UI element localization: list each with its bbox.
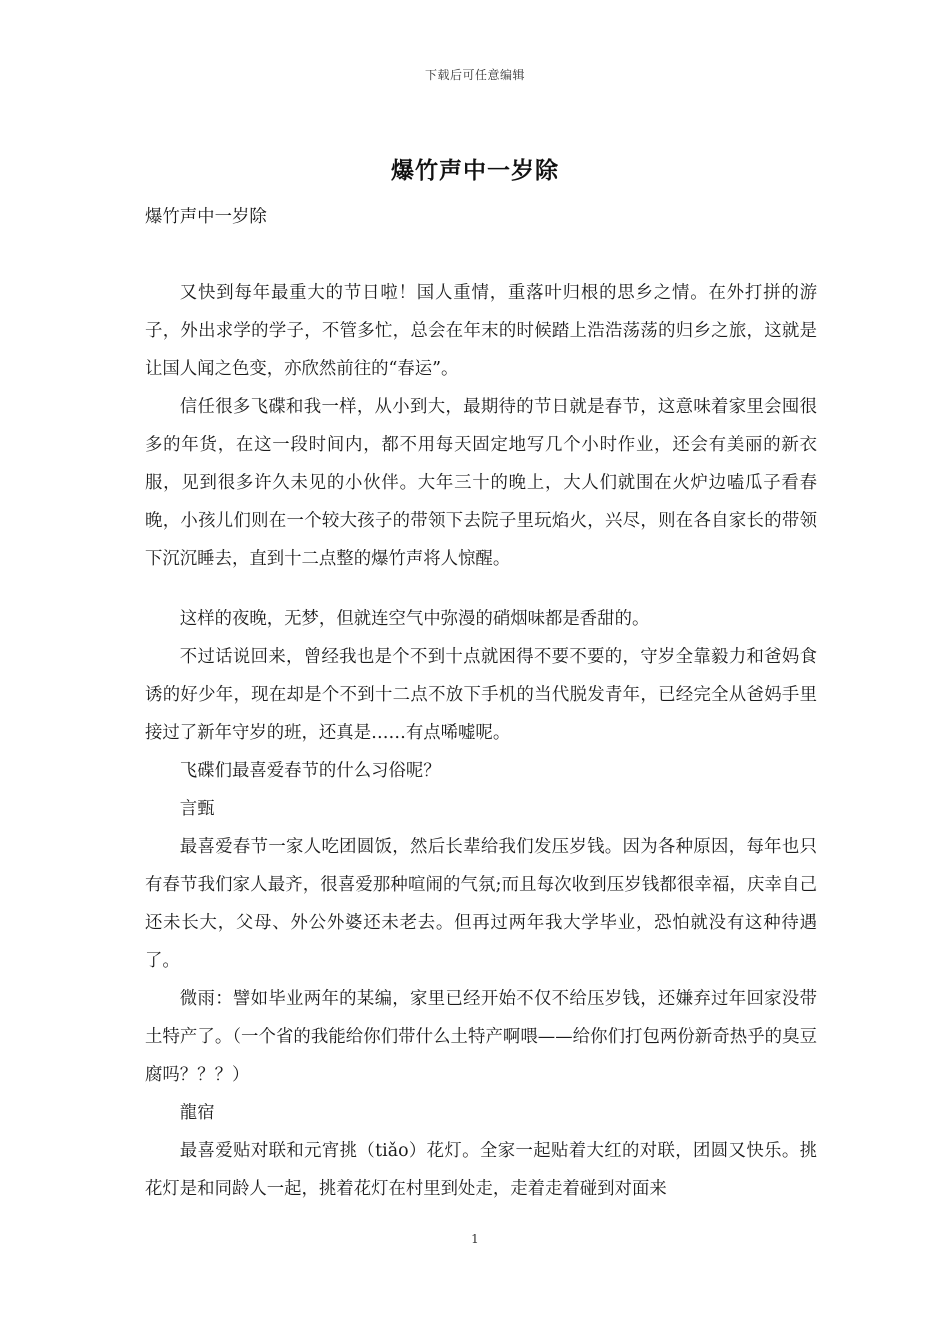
document-title: 爆竹声中一岁除 bbox=[391, 157, 559, 184]
page-number: 1 bbox=[471, 1232, 479, 1246]
document-subtitle: 爆竹声中一岁除 bbox=[145, 207, 267, 227]
paragraph: 又快到每年最重大的节日啦！国人重情，重落叶归根的思乡之情。在外打拼的游子，外出求学的学子，不管多忙，总会在年末的时候踏上浩浩荡荡的归乡之旅，这就是让国人闻之色变，亦欣然前往的“春运”。 bbox=[145, 283, 817, 379]
author-label: 言甄 bbox=[179, 799, 215, 819]
paragraph: 信任很多飞碟和我一样，从小到大，最期待的节日就是春节，这意味着家里会囤很多的年货，在这一段时间内，都不用每天固定地写几个小时作业，还会有美丽的新衣服，见到很多许久未见的小伙伴。大年三十的晚上，大人们就围在火炉边嗑瓜子看春晚，小孩儿们则在一个较大孩子的带领下去院子里玩焰火，兴尽，则在各自家长的带领下沉沉睡去，直到十二点整的爆竹声将人惊醒。 bbox=[145, 397, 817, 569]
paragraph: 最喜爱春节一家人吃团圆饭，然后长辈给我们发压岁钱。因为各种原因，每年也只有春节我们家人最齐，很喜爱那种喧闹的气氛;而且每次收到压岁钱都很幸福，庆幸自己还未长大，父母、外公外婆还未老去。但再过两年我大学毕业，恐怕就没有这种待遇了。 bbox=[145, 837, 817, 971]
page-header: 下载后可任意编辑 bbox=[424, 68, 525, 82]
paragraph: 微雨：譬如毕业两年的某编，家里已经开始不仅不给压岁钱，还嫌弃过年回家没带土特产了。（一个省的我能给你们带什么土特产啊喂——给你们打包两份新奇热乎的臭豆腐吗？？？） bbox=[145, 989, 817, 1085]
paragraph: 最喜爱贴对联和元宵挑（tiǎo）花灯。全家一起贴着大红的对联，团圆又快乐。挑花灯是和同龄人一起，挑着花灯在村里到处走，走着走着碰到对面来 bbox=[145, 1141, 817, 1199]
paragraph: 不过话说回来，曾经我也是个不到十点就困得不要不要的，守岁全靠毅力和爸妈食诱的好少年，现在却是个不到十二点不放下手机的当代脱发青年，已经完全从爸妈手里接过了新年守岁的班，还真是……有点唏嘘呢。 bbox=[145, 647, 817, 743]
document-body bbox=[145, 198, 817, 1208]
paragraph: 飞碟们最喜爱春节的什么习俗呢？ bbox=[179, 761, 441, 781]
author-label: 龍宿 bbox=[179, 1103, 215, 1123]
paragraph: 这样的夜晚，无梦，但就连空气中弥漫的硝烟味都是香甜的。 bbox=[179, 609, 650, 629]
